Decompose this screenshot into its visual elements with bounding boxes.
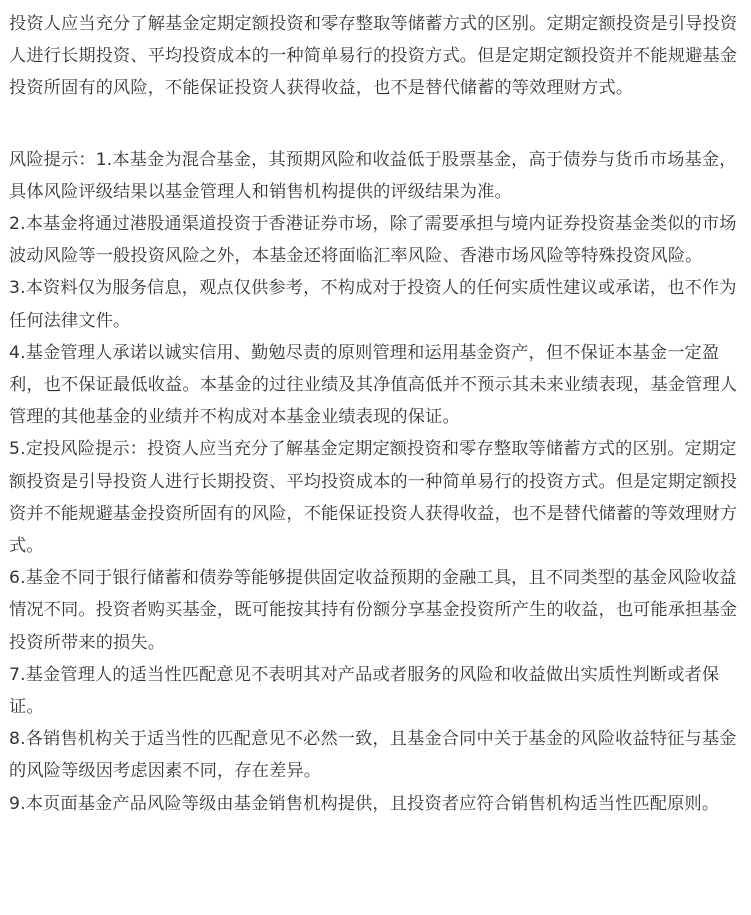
risk-item-4: 4.基金管理人承诺以诚实信用、勤勉尽责的原则管理和运用基金资产，但不保证本基金一定盈利，也不保证最低收益。本基金的过往业绩及其净值高低并不预示其未来业绩表现，基金管理人管理的其他基金的业绩并不构成对本基金业绩表现的保证。 [9, 342, 738, 428]
risk-item-2: 2.本基金将通过港股通渠道投资于香港证券市场，除了需要承担与境内证券投资基金类似的市场波动风险等一般投资风险之外，本基金还将面临汇率风险、香港市场风险等特殊投资风险。 [9, 214, 737, 267]
intro-paragraph: 投资人应当充分了解基金定期定额投资和零存整取等储蓄方式的区别。定期定额投资是引导投资人进行长期投资、平均投资成本的一种简单易行的投资方式。但是定期定额投资并不能规避基金投资所固有的风险，不能保证投资人获得收益，也不是替代储蓄的等效理财方式。 [9, 14, 738, 99]
paragraph-spacer [9, 105, 747, 144]
risk-item-9: 9.本页面基金产品风险等级由基金销售机构提供，且投资者应符合销售机构适当性匹配原则。 [9, 793, 720, 814]
risk-item-7: 7.基金管理人的适当性匹配意见不表明其对产品或者服务的风险和收益做出实质性判断或者保证。 [9, 664, 720, 718]
risk-item-8: 8.各销售机构关于适当性的匹配意见不必然一致，且基金合同中关于基金的风险收益特征与基金的风险等级因考虑因素不同，存在差异。 [9, 729, 737, 782]
risk-item-6: 6.基金不同于银行储蓄和债券等能够提供固定收益预期的金融工具，且不同类型的基金风险收益情况不同。投资者购买基金，既可能按其持有份额分享基金投资所产生的收益，也可能承担基金投资所带来的损失。 [9, 568, 738, 653]
disclaimer-document [9, 8, 747, 820]
risk-item-1: 风险提示：1.本基金为混合基金，其预期风险和收益低于股票基金，高于债券与货币市场基金，具体风险评级结果以基金管理人和销售机构提供的评级结果为准。 [9, 149, 737, 202]
risk-item-3: 3.本资料仅为服务信息，观点仅供参考，不构成对于投资人的任何实质性建议或承诺，也不作为任何法律文件。 [9, 278, 737, 331]
risk-item-5: 5.定投风险提示：投资人应当充分了解基金定期定额投资和零存整取等储蓄方式的区别。定期定额投资是引导投资人进行长期投资、平均投资成本的一种简单易行的投资方式。但是定期定额投资并不能规避基金投资所固有的风险，不能保证投资人获得收益，也不是替代储蓄的等效理财方式。 [9, 439, 738, 557]
